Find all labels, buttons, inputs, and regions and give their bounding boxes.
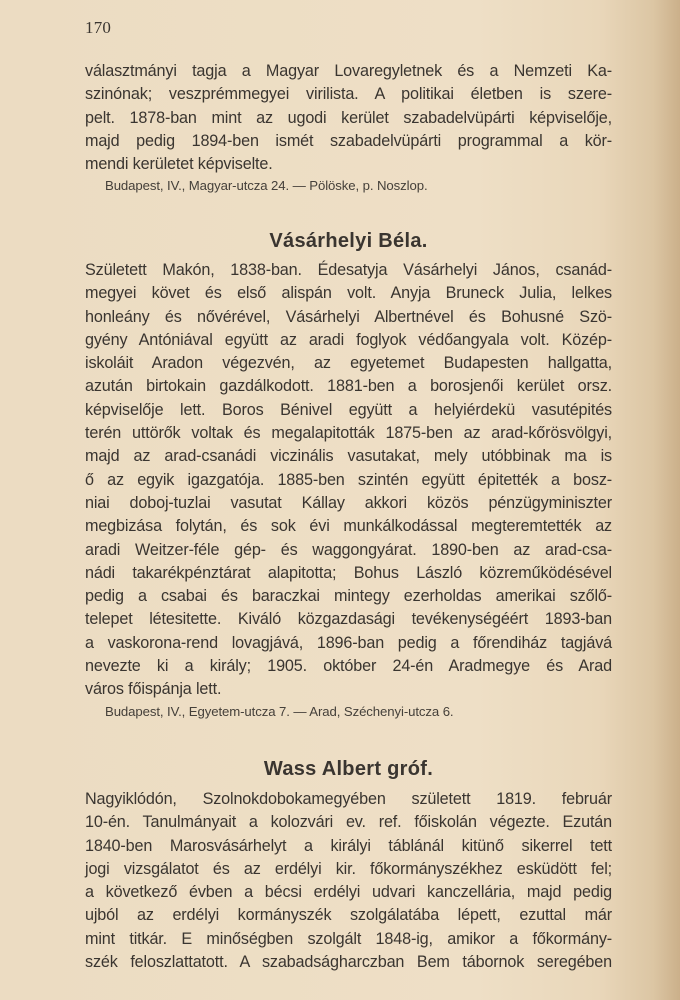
text-line: megyei követ és első alispán volt. Anyja Bruneck Julia, lelkes [85,284,612,303]
text-line: Született Makón, 1838-ban. Édesatyja Vásárhelyi János, csanád- [85,261,612,279]
entry-paragraph [85,259,612,702]
text-line: iskoláit Aradon végezvén, az egyetemet Budapesten hallgatta, [85,354,612,373]
address-line: Budapest, IV., Egyetem-utcza 7. — Arad, Széchenyi-utcza 6. [105,703,454,719]
text-line: majd az arad-csanádi viczinális vasutakat, mely utóbbinak ma is [85,447,612,466]
text-line: a következő évben a bécsi erdélyi udvari kanczellária, majd pedig [85,883,612,902]
text-line: ő az egyik igazgatója. 1885-ben szintén együtt épitették a bosz- [85,470,612,489]
text-line: mendi kerületet képviselte. [85,155,273,174]
text-line: telepet létesitette. Kiváló közgazdasági tevékenységéért 1893-ban [85,610,612,629]
text-line: képviselője lett. Boros Bénivel együtt a helyiérdekü vasutépités [85,400,612,419]
entry-continuation [85,60,612,193]
text-line: Nagyiklódón, Szolnokdobokamegyében született 1819. február [85,790,612,808]
text-line: terén uttörők voltak és megalapitották 1875-ben az arad-kőrösvölgyi, [85,424,612,443]
text-line: jogi vizsgálatot és az erdélyi kir. főkormányszékhez esküdött fel; [85,859,612,878]
text-line: megbizása folytán, és sok évi munkálkodással megteremtették az [85,517,612,536]
address-line: Budapest, IV., Magyar-utcza 24. — Pölöske, p. Noszlop. [105,178,428,194]
text-line: aradi Weitzer-féle gép- és waggongyárat. 1890-ben az arad-csa- [85,540,612,559]
text-line: pedig a csabai és baraczkai mintegy ezerholdas amerikai szőlő- [85,587,612,606]
text-line: gyény Antóniával együtt az aradi foglyok védőangyala volt. Közép- [85,330,612,349]
text-line: szinónak; veszprémmegyei virilista. A politikai életben is szere- [85,85,612,104]
entry-heading: Wass Albert gróf. [263,758,434,780]
entry-heading: Vásárhelyi Béla. [269,230,428,252]
text-line: azután birtokain gazdálkodott. 1881-ben a borosjenői kerület orsz. [85,377,612,396]
text-line: majd pedig 1894-ben ismét szabadelvüpárti programmal a kör- [85,131,612,150]
text-line: szék feloszlattatott. A szabadságharczban Bem tábornok seregében [85,953,612,972]
text-line: nevezte ki a király; 1905. október 24-én Aradmegye és Arad [85,657,612,676]
text-line: mint titkár. E minőségben szolgált 1848-ig, amikor a főkormány- [85,929,612,948]
text-line: niai doboj-tuzlai vasutat Kállay akkori közös pénzügyminiszter [85,493,612,512]
text-line: város főispánja lett. [85,680,222,699]
text-line: pelt. 1878-ban mint az ugodi kerület szabadelvüpárti képviselője, [85,108,612,127]
page-number: 170 [85,18,112,37]
text-line: ujból az erdélyi kormányszék szolgálatába lépett, ezuttal már [85,906,612,925]
text-line: nádi takarékpénztárat alapitotta; Bohus László közreműködésével [85,563,612,582]
text-line: 1840-ben Marosvásárhelyt a királyi táblánál kitünő sikerrel tett [85,836,612,855]
entry-vasarhelyi [85,259,612,719]
entry-paragraph [85,60,612,176]
entry-paragraph [85,788,612,974]
text-line: választmányi tagja a Magyar Lovaregyletnek és a Nemzeti Ka- [85,62,612,80]
text-line: honleány és nővérével, Vásárhelyi Albertnével és Bohusné Szö- [85,307,612,326]
text-line: 10-én. Tanulmányait a kolozvári ev. ref. főiskolán végezte. Ezután [85,813,612,832]
entry-wass [85,788,612,974]
text-line: a vaskorona-rend lovagjává, 1896-ban pedig a főrendiház tagjává [85,633,612,652]
